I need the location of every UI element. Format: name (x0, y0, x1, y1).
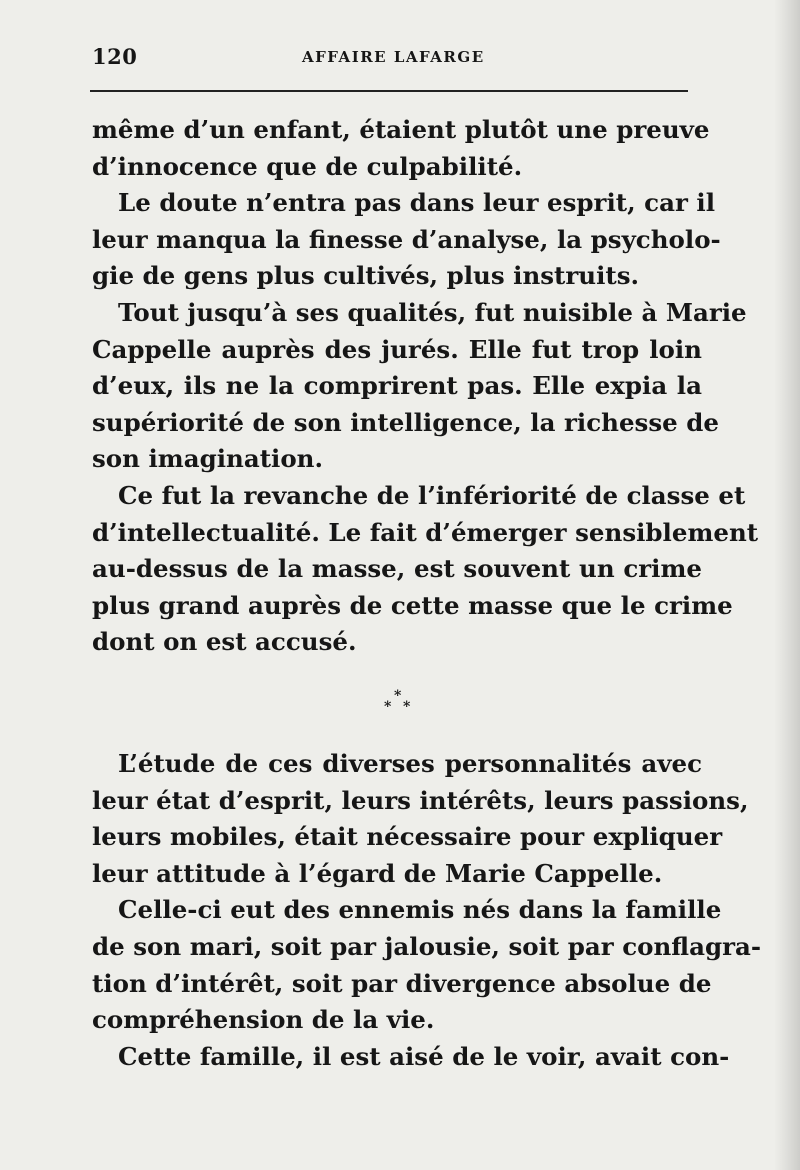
paragraph-block-2 (92, 746, 762, 1075)
page-edge-shadow (774, 0, 800, 1170)
text-line: Tout jusqu’à ses qualités, fut nuisible à Marie (118, 297, 747, 327)
page-number: 120 (92, 44, 138, 69)
text-line: d’intellectualité. Le fait d’émerger sensiblement (92, 517, 759, 547)
asterism-separator (378, 688, 418, 716)
header-rule (90, 90, 688, 92)
text-line: Cette famille, il est aisé de le voir, avait con- (118, 1041, 730, 1071)
text-line: leur état d’esprit, leurs intérêts, leurs passions, (92, 785, 749, 815)
asterism-star: * (403, 699, 411, 715)
text-line: de son mari, soit par jalousie, soit par conflagra- (92, 931, 762, 961)
text-line: Ce fut la revanche de l’infériorité de classe et (118, 480, 746, 510)
running-title: AFFAIRE LAFARGE (302, 48, 485, 66)
running-header (92, 44, 688, 80)
text-line: même d’un enfant, étaient plutôt une preuve (92, 115, 710, 144)
text-line: L’étude de ces diverses personnalités avec (118, 749, 702, 778)
text-line: au-dessus de la masse, est souvent un crime (92, 554, 702, 584)
paragraph-block-1 (92, 112, 759, 661)
text-line: supériorité de son intelligence, la richesse de (92, 407, 719, 437)
text-line: Le doute n’entra pas dans leur esprit, car il (118, 188, 715, 218)
text-line: gie de gens plus cultivés, plus instruits. (92, 261, 640, 291)
text-line: Cappelle auprès des jurés. Elle fut trop loin (92, 334, 702, 364)
text-line: leur attitude à l’égard de Marie Cappelle. (92, 858, 663, 888)
text-line: plus grand auprès de cette masse que le crime (92, 590, 733, 620)
asterism-star: * (384, 699, 392, 715)
text-line: d’innocence que de culpabilité. (92, 151, 523, 181)
text-line: Celle-ci eut des ennemis nés dans la famille (118, 895, 722, 925)
text-line: leurs mobiles, était nécessaire pour expliquer (92, 822, 723, 852)
text-line: d’eux, ils ne la comprirent pas. Elle expia la (92, 371, 702, 401)
text-line: dont on est accusé. (92, 627, 357, 657)
asterism-star: * (394, 688, 402, 704)
text-line: leur manqua la finesse d’analyse, la psycholo- (92, 224, 721, 254)
text-line: son imagination. (92, 444, 324, 474)
text-line: compréhension de la vie. (92, 1005, 435, 1035)
text-line: tion d’intérêt, soit par divergence absolue de (92, 968, 712, 998)
